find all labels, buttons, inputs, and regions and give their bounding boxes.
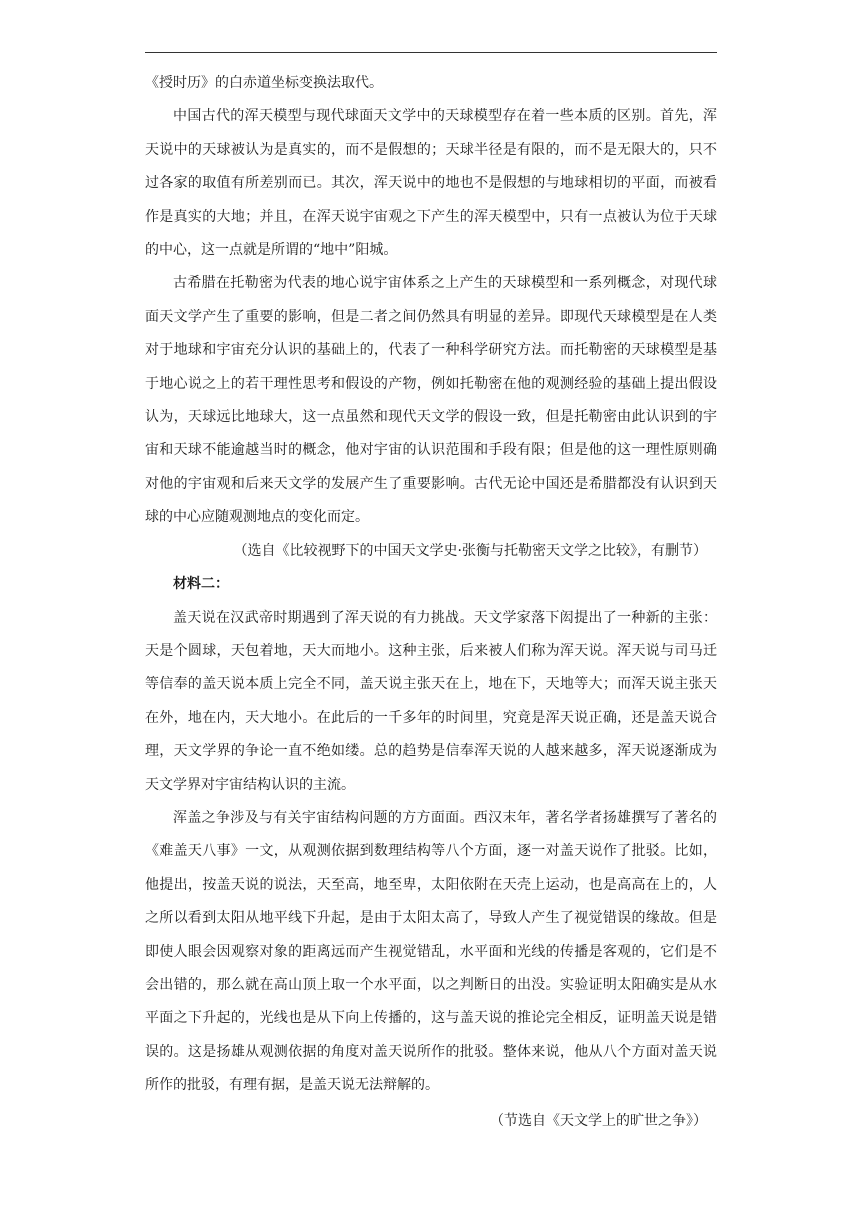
paragraph-ptolemy: 古希腊在托勒密为代表的地心说宇宙体系之上产生的天球模型和一系列概念，对现代球面天文学产生了重要的影响，但是二者之间仍然具有明显的差异。即现代天球模型是在人类对于地球和宇宙充分认识的基础上的，代表了一种科学研究方法。而托勒密的天球模型是基于地心说之上的若干理性思考和假设的产物，例如托勒密在他的观测经验的基础上提出假设认为，天球远比地球大，这一点虽然和现代天文学的假设一致，但是托勒密由此认识到的宇宙和天球不能逾越当时的概念，他对宇宙的认识范围和手段有限；但是他的这一理性原则确对他的宇宙观和后来天文学的发展产生了重要影响。古代无论中国还是希腊都没有认识到天球的中心应随观测地点的变化而定。 [145, 275, 717, 526]
material-two-heading: 材料二： [173, 576, 229, 593]
paragraph-yang-xiong: 浑盖之争涉及与有关宇宙结构问题的方方面面。西汉末年，著名学者扬雄撰写了著名的《难盖天八事》一文，从观测依据到数理结构等八个方面，逐一对盖天说作了批驳。比如，他提出，按盖天说的说法，天至高，地至卑，太阳依附在天壳上运动，也是高高在上的，人之所以看到太阳从地平线下升起，是由于太阳太高了，导致人产生了视觉错误的缘故。但是即使人眼会因观察对象的距离远而产生视觉错乱，水平面和光线的传播是客观的，它们是不会出错的，那么就在高山顶上取一个水平面，以之判断日的出没。实验证明太阳确实是从水平面之下升起的，光线也是从下向上传播的，这与盖天说的推论完全相反，证明盖天说是错误的。这是扬雄从观测依据的角度对盖天说所作的批驳。整体来说，他从八个方面对盖天说所作的批驳，有理有据，是盖天说无法辩解的。 [145, 809, 717, 1094]
source-citation-1: （选自《比较视野下的中国天文学史·张衡与托勒密天文学之比较》，有删节） [233, 542, 707, 559]
source-citation-2: （节选自《天文学上的旷世之争》） [490, 1112, 707, 1129]
document-page [145, 52, 717, 1138]
paragraph-continuation: 《授时历》的白赤道坐标变换法取代。 [145, 75, 383, 91]
paragraph-model-difference: 中国古代的浑天模型与现代球面天文学中的天球模型存在着一些本质的区别。首先，浑天说中的天球被认为是真实的，而不是假想的；天球半径是有限的，而不是无限大的，只不过各家的取值有所差别而已。其次，浑天说中的地也不是假想的与地球相切的平面，而被看作是真实的大地；并且，在浑天说宇宙观之下产生的浑天模型中，只有一点被认为位于天球的中心，这一点就是所谓的“地中”阳城。 [145, 108, 717, 259]
header-rule [145, 52, 717, 53]
paragraph-gaitian-huntian: 盖天说在汉武帝时期遇到了浑天说的有力挑战。天文学家落下闳提出了一种新的主张：天是个圆球，天包着地，天大而地小。这种主张，后来被人们称为浑天说。浑天说与司马迁等信奉的盖天说本质上完全不同，盖天说主张天在上，地在下，天地等大；而浑天说主张天在外，地在内，天大地小。在此后的一千多年的时间里，究竟是浑天说正确，还是盖天说合理，天文学界的争论一直不绝如缕。总的趋势是信奉浑天说的人越来越多，浑天说逐渐成为天文学界对宇宙结构认识的主流。 [145, 609, 717, 793]
